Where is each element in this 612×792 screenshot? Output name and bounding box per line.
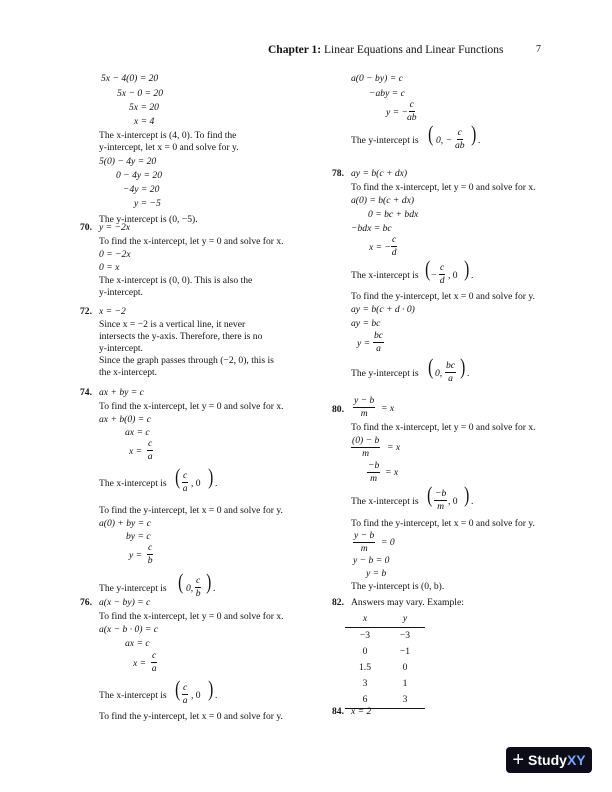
right-paren: ) — [464, 256, 470, 281]
text-line: To find the y-intercept, let x = 0 and solve for y. — [351, 518, 535, 529]
plus-icon: + — [512, 749, 525, 771]
table-cell: 1 — [402, 678, 408, 690]
table-cell: 1.5 — [359, 662, 371, 674]
math-line: ay = bc — [351, 318, 381, 329]
table-row — [345, 676, 425, 692]
text-line: The y-intercept is (0, b). — [351, 581, 445, 592]
text-line: y-intercept. — [99, 343, 143, 354]
math-line: x = − — [369, 242, 392, 253]
table-header-cell: y — [385, 611, 425, 628]
text-line: y-intercept. — [99, 287, 143, 298]
equation: ax + by = c — [99, 387, 144, 398]
math-line: y = − — [386, 107, 409, 118]
math-line: 0 = x — [99, 262, 120, 273]
right-paren: ) — [208, 464, 214, 489]
text-line: Since x = −2 is a vertical line, it never — [99, 319, 246, 330]
equation: y = −2x — [99, 222, 131, 233]
math-line: 5x − 4(0) = 20 — [101, 73, 159, 84]
math-line: = x — [381, 403, 395, 414]
text-line: To find the y-intercept, let x = 0 and solve for y. — [99, 711, 283, 722]
xy-table — [345, 611, 425, 709]
text-line: To find the x-intercept, let y = 0 and solve for x. — [99, 611, 284, 622]
equation: ay = b(c + dx) — [351, 168, 408, 179]
text-line: y-intercept, let x = 0 and solve for y. — [99, 142, 239, 153]
left-paren: ( — [175, 676, 181, 701]
math-line: y = −5 — [134, 198, 161, 209]
fraction: c ab — [455, 127, 465, 151]
equation: a(x − by) = c — [99, 597, 151, 608]
math-line: ax + b(0) = c — [99, 414, 151, 425]
equation: x = 2 — [351, 706, 372, 717]
text-line: The y-intercept is — [351, 368, 419, 379]
fraction: −b m — [435, 488, 447, 512]
problem-number: 76. — [80, 597, 92, 608]
problem-number: 80. — [332, 404, 344, 415]
math-line: y = b — [366, 568, 387, 579]
right-paren: ) — [208, 676, 214, 701]
right-paren: ) — [460, 354, 466, 379]
math-line: ay = b(c + d · 0) — [351, 304, 415, 315]
left-paren: ( — [427, 482, 433, 507]
fraction: c b — [195, 575, 201, 599]
text-line: To find the x-intercept, let y = 0 and solve for x. — [99, 236, 284, 247]
table-cell: 0 — [362, 646, 368, 658]
table-cell: 3 — [362, 678, 368, 690]
math-line: by = c — [126, 531, 151, 542]
equation: x = −2 — [99, 306, 126, 317]
left-paren: ( — [175, 464, 181, 489]
text-line: The x-intercept is — [99, 478, 167, 489]
fraction: c d — [391, 234, 397, 258]
math-line: 5x = 20 — [129, 102, 159, 113]
math-line: ax = c — [125, 638, 150, 649]
table-row — [345, 644, 425, 660]
left-paren: ( — [428, 121, 434, 146]
math-line: = x — [387, 442, 401, 453]
fraction: −b m — [368, 460, 380, 484]
math-line: ax = c — [125, 427, 150, 438]
math-line: , 0 — [448, 270, 458, 281]
math-line: y − b = 0 — [353, 555, 390, 566]
text-line: The x-intercept is — [351, 496, 419, 507]
text-line: To find the x-intercept, let y = 0 and solve for x. — [99, 401, 284, 412]
math-line: x = 4 — [134, 116, 155, 127]
math-line: x = — [133, 658, 147, 669]
math-line: = x — [385, 467, 399, 478]
problem-number: 78. — [332, 168, 344, 179]
math-line: a(x − b · 0) = c — [99, 624, 159, 635]
math-line: 0 − 4y = 20 — [116, 170, 162, 181]
fraction: c a — [151, 650, 157, 674]
table-cell: 6 — [345, 692, 385, 709]
problem-number: 74. — [80, 387, 92, 398]
text-line: The y-intercept is (0, −5). — [99, 214, 198, 225]
problem-number: 82. — [332, 597, 344, 608]
text-line: To find the y-intercept, let x = 0 and solve for y. — [351, 291, 535, 302]
problem-number: 70. — [80, 222, 92, 233]
logo-text: Study — [528, 751, 567, 768]
text-line: To find the x-intercept, let y = 0 and solve for x. — [351, 422, 536, 433]
table-row — [345, 660, 425, 676]
text-line: The x-intercept is (0, 0). This is also the — [99, 275, 253, 286]
fraction: bc a — [374, 330, 384, 354]
table-row — [345, 628, 425, 645]
math-line: y = — [357, 338, 371, 349]
table-cell: −1 — [399, 646, 411, 658]
math-line: , 0 — [448, 496, 458, 507]
math-line: 0 = bc + bdx — [368, 209, 419, 220]
problem-number: 72. — [80, 306, 92, 317]
right-paren: ) — [206, 569, 212, 594]
math-line: a(0 − by) = c — [351, 73, 403, 84]
left-paren: ( — [425, 256, 431, 281]
fraction: c a — [182, 470, 188, 494]
table-header-row — [345, 611, 425, 628]
studyxy-logo — [506, 747, 592, 773]
table-cell: 0 — [402, 662, 408, 674]
text-line: Since the graph passes through (−2, 0), this is — [99, 355, 274, 366]
text-line: To find the y-intercept, let x = 0 and solve for y. — [99, 505, 283, 516]
math-line: = 0 — [381, 537, 395, 548]
right-paren: ) — [471, 121, 477, 146]
text-line: Answers may vary. Example: — [351, 597, 464, 608]
math-line: y = — [129, 550, 143, 561]
logo-accent: XY — [566, 751, 586, 768]
math-line: −bdx = bc — [351, 223, 392, 234]
math-line: −aby = c — [369, 88, 405, 99]
fraction: (0) − b m — [352, 435, 380, 459]
text-line: The y-intercept is — [99, 583, 167, 594]
math-line: 0, — [186, 583, 194, 594]
fraction: y − b m — [354, 395, 375, 419]
math-line: a(0) + by = c — [99, 518, 151, 529]
left-paren: ( — [178, 569, 184, 594]
right-paren: ) — [464, 482, 470, 507]
text-line: The x-intercept is — [351, 270, 419, 281]
math-line: 0, − — [436, 135, 453, 146]
math-line: 5(0) − 4y = 20 — [99, 156, 157, 167]
table-header-cell: x — [345, 611, 385, 628]
table-cell: 3 — [385, 692, 425, 709]
math-line: − — [431, 270, 437, 281]
text-line: To find the x-intercept, let y = 0 and solve for x. — [351, 182, 536, 193]
math-line: a(0) = b(c + dx) — [351, 195, 415, 206]
fraction: bc a — [446, 360, 456, 384]
table-cell: −3 — [359, 630, 371, 642]
page-header — [268, 44, 541, 58]
math-line: 5x − 0 = 20 — [117, 88, 163, 99]
chapter-label: Chapter 1: — [268, 44, 322, 56]
math-line: , 0 — [191, 690, 201, 701]
text-line: The y-intercept is — [351, 135, 419, 146]
text-line: the x-intercept. — [99, 367, 158, 378]
fraction: c ab — [407, 99, 417, 123]
math-line: 0, — [435, 368, 443, 379]
left-paren: ( — [428, 354, 434, 379]
chapter-title: Linear Equations and Linear Functions — [324, 44, 504, 56]
fraction: y − b m — [354, 530, 375, 554]
math-line: −4y = 20 — [123, 184, 160, 195]
math-line: 0 = −2x — [99, 249, 131, 260]
table-cell: −3 — [399, 630, 411, 642]
text-line: The x-intercept is (4, 0). To find the — [99, 130, 237, 141]
text-line: intersects the y-axis. Therefore, there is no — [99, 331, 263, 342]
fraction: c d — [439, 262, 445, 286]
fraction: c a — [182, 682, 188, 706]
problem-number: 84. — [332, 706, 344, 717]
fraction: c b — [147, 542, 153, 566]
page-number: 7 — [536, 44, 541, 55]
text-line: The x-intercept is — [99, 690, 167, 701]
math-line: , 0 — [191, 478, 201, 489]
fraction: c a — [147, 438, 153, 462]
math-line: x = — [129, 446, 143, 457]
